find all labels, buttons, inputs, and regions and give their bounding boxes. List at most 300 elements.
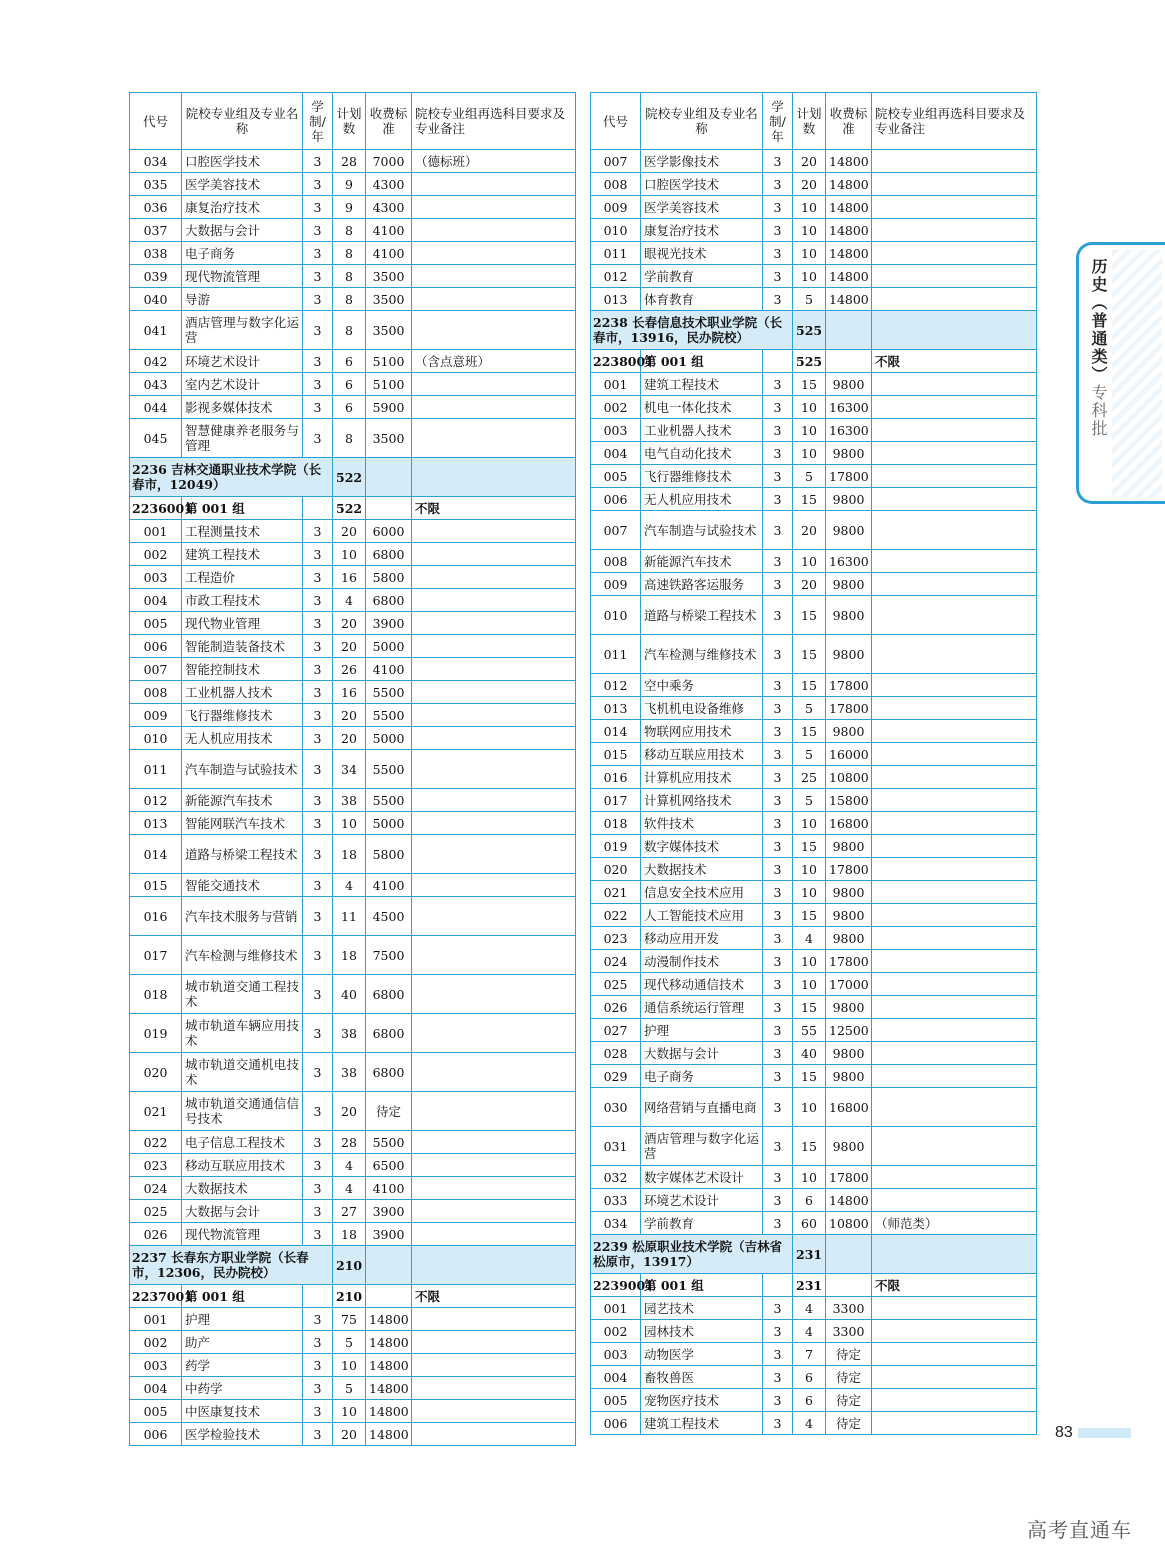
major-plan: 20	[793, 573, 826, 596]
group-row	[130, 1285, 576, 1308]
major-fee: 5000	[366, 812, 412, 835]
major-years: 3	[763, 1189, 793, 1212]
table-row	[591, 720, 1037, 743]
major-plan: 10	[793, 550, 826, 573]
major-fee: 9800	[826, 635, 872, 674]
major-fee: 9800	[826, 373, 872, 396]
major-fee: 14800	[826, 173, 872, 196]
major-plan: 20	[333, 1423, 366, 1446]
major-fee: 5100	[366, 373, 412, 396]
major-years: 3	[763, 373, 793, 396]
major-name: 导游	[182, 288, 303, 311]
major-plan: 6	[333, 396, 366, 419]
group-years	[303, 1285, 333, 1308]
group-remark: 不限	[412, 497, 576, 520]
major-plan: 10	[333, 812, 366, 835]
major-fee: 14800	[826, 196, 872, 219]
major-years: 3	[763, 465, 793, 488]
major-code: 012	[591, 265, 641, 288]
major-code: 003	[130, 566, 182, 589]
major-name: 建筑工程技术	[641, 373, 763, 396]
major-fee: 16000	[826, 743, 872, 766]
major-plan: 20	[333, 635, 366, 658]
major-remark	[412, 1400, 576, 1423]
major-plan: 15	[793, 674, 826, 697]
major-fee: 4100	[366, 658, 412, 681]
major-name: 电子信息工程技术	[182, 1131, 303, 1154]
major-remark	[872, 1389, 1037, 1412]
major-remark	[872, 766, 1037, 789]
major-code: 008	[591, 173, 641, 196]
major-code: 005	[591, 1389, 641, 1412]
major-plan: 20	[793, 173, 826, 196]
header-code: 代号	[130, 93, 182, 150]
major-remark	[412, 727, 576, 750]
major-years: 3	[763, 1019, 793, 1042]
major-fee: 待定	[826, 1366, 872, 1389]
major-years: 3	[303, 1354, 333, 1377]
major-plan: 8	[333, 219, 366, 242]
college-plan-total: 231	[793, 1235, 826, 1274]
major-remark	[872, 419, 1037, 442]
major-years: 3	[763, 1042, 793, 1065]
major-remark	[872, 265, 1037, 288]
table-row	[130, 373, 576, 396]
major-fee: 待定	[826, 1412, 872, 1435]
major-fee: 9800	[826, 904, 872, 927]
major-years: 3	[303, 1092, 333, 1131]
table-row	[130, 612, 576, 635]
major-plan: 6	[793, 1366, 826, 1389]
major-remark	[412, 196, 576, 219]
group-row	[591, 350, 1037, 373]
major-code: 005	[591, 465, 641, 488]
major-code: 013	[591, 288, 641, 311]
side-tab-batch: 专科批	[1089, 384, 1108, 438]
table-row	[591, 766, 1037, 789]
major-fee: 6000	[366, 520, 412, 543]
major-plan: 15	[793, 996, 826, 1019]
major-name: 现代物流管理	[182, 1223, 303, 1246]
major-plan: 4	[333, 874, 366, 897]
college-empty-cell	[826, 1235, 872, 1274]
major-years: 3	[763, 573, 793, 596]
table-row	[591, 488, 1037, 511]
table-row	[591, 1166, 1037, 1189]
table-row	[130, 589, 576, 612]
major-code: 008	[130, 681, 182, 704]
major-plan: 20	[333, 1092, 366, 1131]
table-row	[591, 1088, 1037, 1127]
group-remark: 不限	[872, 1274, 1037, 1297]
major-years: 3	[763, 674, 793, 697]
major-plan: 38	[333, 1014, 366, 1053]
group-years	[303, 497, 333, 520]
major-remark	[872, 1065, 1037, 1088]
major-fee: 5000	[366, 635, 412, 658]
table-row	[130, 396, 576, 419]
major-fee: 待定	[826, 1343, 872, 1366]
major-years: 3	[303, 1200, 333, 1223]
major-name: 环境艺术设计	[182, 350, 303, 373]
major-plan: 9	[333, 173, 366, 196]
major-plan: 15	[793, 720, 826, 743]
major-remark	[872, 596, 1037, 635]
major-fee: 4100	[366, 874, 412, 897]
major-code: 007	[591, 511, 641, 550]
table-row	[130, 350, 576, 373]
college-name: 2237 长春东方职业学院（长春市，12306，民办院校）	[130, 1246, 333, 1285]
major-plan: 5	[793, 789, 826, 812]
major-name: 药学	[182, 1354, 303, 1377]
major-name: 人工智能技术应用	[641, 904, 763, 927]
major-plan: 10	[793, 1166, 826, 1189]
major-name: 康复治疗技术	[182, 196, 303, 219]
major-remark	[412, 1308, 576, 1331]
major-remark	[872, 858, 1037, 881]
major-years: 3	[763, 1343, 793, 1366]
major-name: 室内艺术设计	[182, 373, 303, 396]
major-remark	[412, 658, 576, 681]
major-name: 数字媒体技术	[641, 835, 763, 858]
major-remark	[412, 635, 576, 658]
major-code: 007	[591, 150, 641, 173]
major-code: 020	[591, 858, 641, 881]
major-code: 016	[130, 897, 182, 936]
major-plan: 5	[793, 288, 826, 311]
group-row	[591, 1274, 1037, 1297]
table-row	[130, 1377, 576, 1400]
major-remark	[412, 1177, 576, 1200]
major-name: 电子商务	[641, 1065, 763, 1088]
major-name: 移动应用开发	[641, 927, 763, 950]
table-row	[591, 1389, 1037, 1412]
major-fee: 9800	[826, 881, 872, 904]
table-row	[591, 904, 1037, 927]
major-fee: 5500	[366, 750, 412, 789]
major-code: 039	[130, 265, 182, 288]
major-years: 3	[763, 196, 793, 219]
major-remark	[872, 743, 1037, 766]
watermark-text: 高考直通车	[1027, 1518, 1132, 1542]
major-years: 3	[763, 812, 793, 835]
group-fee	[366, 1285, 412, 1308]
major-plan: 4	[793, 1297, 826, 1320]
table-row	[130, 1400, 576, 1423]
major-fee: 5500	[366, 1131, 412, 1154]
header-plan: 计划数	[793, 93, 826, 150]
major-fee: 16800	[826, 812, 872, 835]
major-plan: 15	[793, 635, 826, 674]
major-years: 3	[303, 635, 333, 658]
college-empty-cell	[872, 311, 1037, 350]
major-plan: 8	[333, 311, 366, 350]
major-fee: 17000	[826, 973, 872, 996]
major-fee: 9800	[826, 573, 872, 596]
group-row	[130, 497, 576, 520]
major-fee: 14800	[366, 1377, 412, 1400]
major-remark	[872, 573, 1037, 596]
major-name: 医学美容技术	[641, 196, 763, 219]
table-row	[130, 1131, 576, 1154]
table-row	[130, 835, 576, 874]
table-row	[591, 1212, 1037, 1235]
table-row	[130, 419, 576, 458]
major-code: 009	[591, 573, 641, 596]
major-code: 037	[130, 219, 182, 242]
major-name: 中医康复技术	[182, 1400, 303, 1423]
table-row	[130, 173, 576, 196]
major-name: 智能制造装备技术	[182, 635, 303, 658]
major-plan: 9	[333, 196, 366, 219]
major-name: 工程造价	[182, 566, 303, 589]
college-row	[130, 458, 576, 497]
major-plan: 25	[793, 766, 826, 789]
major-years: 3	[303, 1400, 333, 1423]
table-row	[130, 1331, 576, 1354]
group-remark: 不限	[412, 1285, 576, 1308]
major-code: 028	[591, 1042, 641, 1065]
major-years: 3	[303, 1223, 333, 1246]
major-remark	[412, 311, 576, 350]
major-name: 工业机器人技术	[641, 419, 763, 442]
group-plan: 522	[333, 497, 366, 520]
major-fee: 4500	[366, 897, 412, 936]
side-tab-label	[1084, 258, 1110, 438]
major-code: 001	[591, 373, 641, 396]
major-plan: 5	[793, 465, 826, 488]
table-row	[591, 196, 1037, 219]
header-fee: 收费标准	[826, 93, 872, 150]
major-years: 3	[763, 1127, 793, 1166]
table-row	[591, 881, 1037, 904]
major-fee: 7500	[366, 936, 412, 975]
major-plan: 20	[333, 727, 366, 750]
major-name: 建筑工程技术	[182, 543, 303, 566]
major-code: 034	[130, 150, 182, 173]
header-name: 院校专业组及专业名称	[182, 93, 303, 150]
major-fee: 14800	[826, 1189, 872, 1212]
major-fee: 16300	[826, 396, 872, 419]
table-row	[591, 1189, 1037, 1212]
major-plan: 11	[333, 897, 366, 936]
major-code: 043	[130, 373, 182, 396]
major-years: 3	[763, 720, 793, 743]
major-fee: 9800	[826, 1042, 872, 1065]
major-remark	[872, 1166, 1037, 1189]
major-name: 数字媒体艺术设计	[641, 1166, 763, 1189]
major-plan: 38	[333, 1053, 366, 1092]
major-name: 空中乘务	[641, 674, 763, 697]
major-code: 041	[130, 311, 182, 350]
major-code: 017	[591, 789, 641, 812]
header-name: 院校专业组及专业名称	[641, 93, 763, 150]
college-row	[130, 1246, 576, 1285]
major-code: 009	[130, 704, 182, 727]
major-fee: 4100	[366, 1177, 412, 1200]
table-row	[130, 311, 576, 350]
major-code: 009	[591, 196, 641, 219]
major-remark	[412, 1092, 576, 1131]
major-fee: 4300	[366, 173, 412, 196]
major-remark	[412, 612, 576, 635]
major-plan: 40	[333, 975, 366, 1014]
major-plan: 5	[793, 697, 826, 720]
major-fee: 14800	[826, 265, 872, 288]
major-fee: 16300	[826, 419, 872, 442]
major-remark	[872, 1412, 1037, 1435]
major-plan: 20	[793, 511, 826, 550]
table-row	[130, 1354, 576, 1377]
major-years: 3	[763, 173, 793, 196]
major-remark	[872, 927, 1037, 950]
major-years: 3	[303, 1014, 333, 1053]
header-years: 学制/年	[763, 93, 793, 150]
table-row	[130, 874, 576, 897]
major-years: 3	[763, 766, 793, 789]
table-row	[591, 150, 1037, 173]
major-years: 3	[763, 1065, 793, 1088]
major-plan: 20	[333, 520, 366, 543]
major-fee: 14800	[366, 1331, 412, 1354]
major-name: 大数据技术	[641, 858, 763, 881]
college-name: 2236 吉林交通职业技术学院（长春市，12049）	[130, 458, 333, 497]
table-row	[591, 858, 1037, 881]
major-code: 016	[591, 766, 641, 789]
table-row	[130, 150, 576, 173]
table-row	[591, 812, 1037, 835]
header-fee: 收费标准	[366, 93, 412, 150]
major-fee: 15800	[826, 789, 872, 812]
major-plan: 4	[793, 1320, 826, 1343]
major-code: 036	[130, 196, 182, 219]
major-fee: 14800	[826, 219, 872, 242]
table-row	[591, 1127, 1037, 1166]
major-code: 020	[130, 1053, 182, 1092]
group-name: 第 001 组	[641, 1274, 763, 1297]
group-code: 2237001	[130, 1285, 182, 1308]
major-years: 3	[303, 1423, 333, 1446]
group-plan: 525	[793, 350, 826, 373]
major-remark	[412, 520, 576, 543]
major-years: 3	[303, 219, 333, 242]
major-code: 003	[591, 1343, 641, 1366]
major-name: 口腔医学技术	[641, 173, 763, 196]
major-plan: 6	[333, 373, 366, 396]
major-plan: 10	[333, 1354, 366, 1377]
major-fee: 16800	[826, 1088, 872, 1127]
major-fee: 3900	[366, 1200, 412, 1223]
major-plan: 15	[793, 835, 826, 858]
table-row	[130, 1092, 576, 1131]
major-remark	[872, 1019, 1037, 1042]
major-code: 024	[591, 950, 641, 973]
major-code: 010	[591, 219, 641, 242]
header-years: 学制/年	[303, 93, 333, 150]
major-plan: 10	[333, 1400, 366, 1423]
major-years: 3	[303, 1308, 333, 1331]
header-remark: 院校专业组再选科目要求及专业备注	[872, 93, 1037, 150]
table-row	[130, 1014, 576, 1053]
major-remark	[872, 1189, 1037, 1212]
table-row	[130, 658, 576, 681]
major-remark	[412, 543, 576, 566]
major-remark	[872, 674, 1037, 697]
major-remark	[412, 288, 576, 311]
major-name: 飞行器维修技术	[182, 704, 303, 727]
major-fee: 17800	[826, 950, 872, 973]
college-name: 2239 松原职业技术学院（吉林省松原市，13917）	[591, 1235, 793, 1274]
major-years: 3	[303, 936, 333, 975]
major-remark	[412, 1154, 576, 1177]
major-plan: 6	[793, 1389, 826, 1412]
major-plan: 16	[333, 566, 366, 589]
enrollment-table-right	[590, 92, 1037, 1435]
major-years: 3	[303, 589, 333, 612]
major-name: 现代移动通信技术	[641, 973, 763, 996]
major-remark	[412, 1131, 576, 1154]
table-row	[591, 396, 1037, 419]
major-remark	[412, 265, 576, 288]
major-plan: 18	[333, 835, 366, 874]
major-name: 中药学	[182, 1377, 303, 1400]
major-remark	[872, 881, 1037, 904]
major-plan: 8	[333, 242, 366, 265]
major-remark	[872, 812, 1037, 835]
major-code: 012	[591, 674, 641, 697]
major-code: 011	[591, 242, 641, 265]
major-fee: 17800	[826, 674, 872, 697]
major-name: 汽车检测与维修技术	[641, 635, 763, 674]
major-remark	[412, 1014, 576, 1053]
major-remark	[412, 1223, 576, 1246]
major-code: 018	[591, 812, 641, 835]
major-years: 3	[303, 520, 333, 543]
major-name: 道路与桥梁工程技术	[182, 835, 303, 874]
table-row	[591, 743, 1037, 766]
major-name: 现代物业管理	[182, 612, 303, 635]
major-code: 023	[130, 1154, 182, 1177]
major-fee: 9800	[826, 1065, 872, 1088]
major-fee: 14800	[826, 242, 872, 265]
table-row	[591, 1019, 1037, 1042]
major-remark	[412, 835, 576, 874]
table-row	[130, 543, 576, 566]
major-name: 体育教育	[641, 288, 763, 311]
major-years: 3	[303, 1131, 333, 1154]
major-name: 市政工程技术	[182, 589, 303, 612]
major-plan: 10	[793, 396, 826, 419]
major-fee: 14800	[826, 288, 872, 311]
major-fee: 3300	[826, 1297, 872, 1320]
major-code: 034	[591, 1212, 641, 1235]
table-row	[591, 219, 1037, 242]
major-name: 移动互联应用技术	[182, 1154, 303, 1177]
major-years: 3	[763, 697, 793, 720]
major-plan: 20	[333, 704, 366, 727]
major-code: 001	[130, 520, 182, 543]
major-code: 004	[591, 442, 641, 465]
major-years: 3	[763, 950, 793, 973]
major-fee: 6800	[366, 1014, 412, 1053]
major-remark	[872, 465, 1037, 488]
major-code: 015	[130, 874, 182, 897]
major-years: 3	[303, 750, 333, 789]
major-name: 动漫制作技术	[641, 950, 763, 973]
major-code: 010	[591, 596, 641, 635]
table-row	[130, 242, 576, 265]
major-name: 口腔医学技术	[182, 150, 303, 173]
